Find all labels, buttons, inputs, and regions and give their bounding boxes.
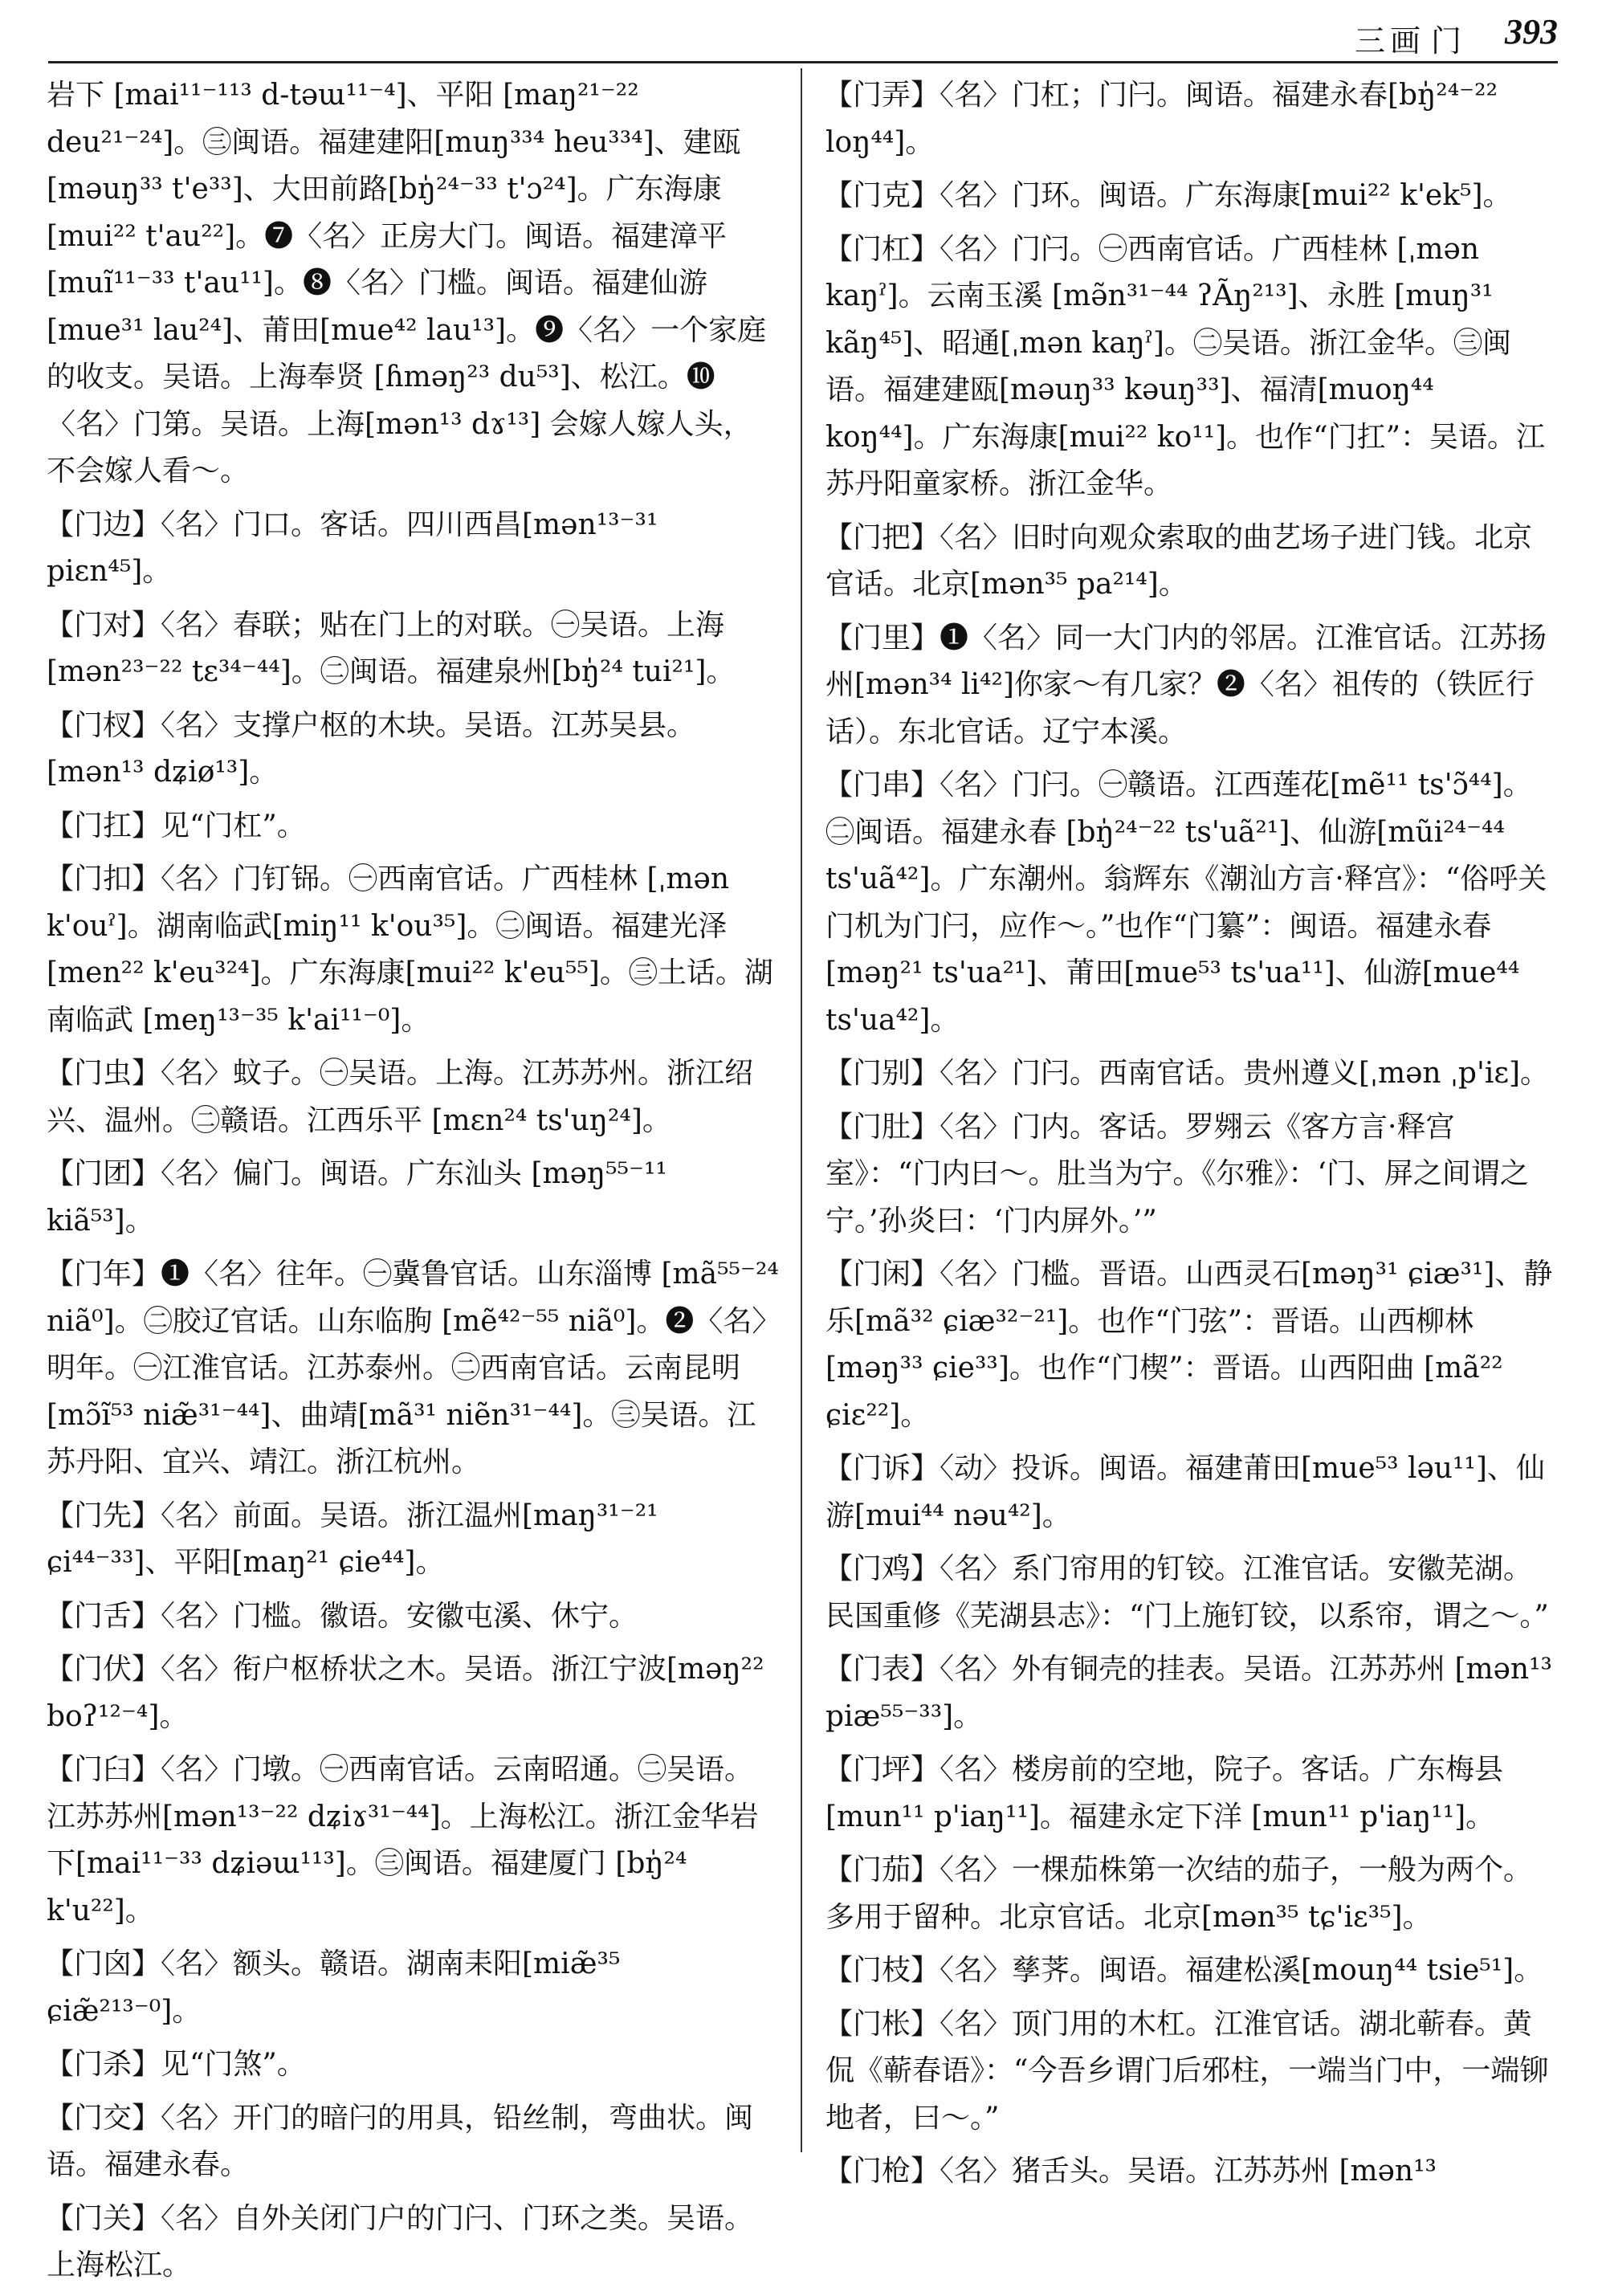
entry-menzhi: 【门枝】〈名〉孳荠。闽语。福建松溪[mouŋ⁴⁴ tsie⁵¹]。 [824, 1954, 1543, 1987]
running-head-char: 门 [1430, 23, 1461, 59]
page-number: 393 [1505, 12, 1558, 51]
entry-menji: 【门鸡】〈名〉系门帘用的钉铰。江淮官话。安徽芜湖。民国重修《芜湖县志》：“门上施钉铰，以系帘，谓之～。” [824, 1552, 1549, 1633]
left-column [47, 72, 779, 2296]
column-divider [801, 68, 802, 2152]
entry-menping: 【门坪】〈名〉楼房前的空地，院子。客话。广东梅县[mun¹¹ p'iaŋ¹¹]。福建永定下洋 [mun¹¹ p'iaŋ¹¹]。 [824, 1753, 1504, 1833]
entry-mentuan: 【门团】〈名〉偏门。闽语。广东汕头 [məŋ⁵⁵⁻¹¹ kiã⁵³]。 [45, 1157, 667, 1238]
entry-menba: 【门把】〈名〉旧时向观众索取的曲艺场子进门钱。北京官话。北京[mən³⁵ pa²¹⁴]。 [824, 520, 1533, 601]
entry-menxin: 【门囟】〈名〉额头。赣语。湖南耒阳[miæ̃³⁵ ɕiæ̃²¹³⁻⁰]。 [45, 1947, 621, 2028]
entry-mennian: 【门年】❶〈名〉往年。㊀冀鲁官话。山东淄博 [mã⁵⁵⁻²⁴ niã⁰]。㊁胶辽官话。山东临朐 [mẽ⁴²⁻⁵⁵ niã⁰]。❷〈名〉明年。㊀江淮官话。江苏泰州。㊁西南官话。云南昆明[mɔ̃ĩ⁵³ niæ̃³¹⁻⁴⁴]、曲靖[mã³¹ niẽn³¹⁻⁴⁴]。㊂吴语。江苏丹阳、宜兴、靖江。浙江杭州。 [45, 1258, 779, 1478]
entry-menkou: 【门扣】〈名〉门钉铞。㊀西南官话。广西桂林 [ˌmən k'ouˀ]。湖南临武[miŋ¹¹ k'ou³⁵]。㊁闽语。福建光泽[men²² k'eu³²⁴]。广东海康[mui²² k'eu⁵⁵]。㊂土话。湖南临武 [meŋ¹³⁻³⁵ k'ai¹¹⁻⁰]。 [45, 863, 773, 1037]
section-label: 三画 [1354, 23, 1425, 59]
entry-mencha: 【门杈】〈名〉支撑户枢的木块。吴语。江苏吴县。[mən¹³ dʑiø¹³]。 [45, 708, 696, 789]
entry-mendui: 【门对】〈名〉春联；贴在门上的对联。㊀吴语。上海[mən²³⁻²² tɛ³⁴⁻⁴⁴]。㊁闽语。福建泉州[bŋ̍²⁴ tui²¹]。 [45, 608, 736, 688]
entry-menxian2: 【门闲】〈名〉门槛。晋语。山西灵石[məŋ³¹ ɕiæ³¹]、静乐[mã³² ɕiæ³²⁻²¹]。也作“门弦”：晋语。山西柳林[məŋ³³ ɕie³³]。也作“门楔”：晋语。山西阳曲 [mã²² ɕiɛ²²]。 [824, 1258, 1553, 1432]
entry-mengang: 【门杠】〈名〉门闩。㊀西南官话。广西桂林 [ˌmən kaŋˀ]。云南玉溪 [mə̃n³¹⁻⁴⁴ ʔÃŋ²¹³]、永胜 [muŋ³¹ kãŋ⁴⁵]、昭通[ˌmən kaŋˀ]。㊁吴语。浙江金华。㊂闽语。福建建瓯[məuŋ³³ kəuŋ³³]、福清[muoŋ⁴⁴ koŋ⁴⁴]。广东海康[mui²² ko¹¹]。也作“门扛”：吴语。江苏丹阳童家桥。浙江金华。 [824, 232, 1545, 500]
entry-menqie: 【门茄】〈名〉一棵茄株第一次结的茄子，一般为两个。多用于留种。北京官话。北京[mən³⁵ tɕ'iɛ³⁵]。 [824, 1854, 1533, 1934]
entry-mensha: 【门杀】见“门煞”。 [45, 2048, 306, 2081]
entry-menkang-see: 【门扛】见“门杠”。 [45, 809, 306, 842]
entry-menqiang: 【门枪】〈名〉猪舌头。吴语。江苏苏州 [mən¹³ [824, 2155, 1437, 2188]
entry-menli: 【门里】❶〈名〉同一大门内的邻居。江淮官话。江苏扬州[mən³⁴ li⁴²]你家～有几家？❷〈名〉祖传的（铁匠行话）。东北官话。辽宁本溪。 [824, 621, 1547, 748]
page-header [48, 0, 1558, 59]
right-column [825, 72, 1558, 2202]
entry-menjiu: 【门臼】〈名〉门墩。㊀西南官话。云南昭通。㊁吴语。江苏苏州[mən¹³⁻²² dʑiɤ³¹⁻⁴⁴]。上海松江。浙江金华岩下[mai¹¹⁻³³ dʑiəɯ¹¹³]。㊂闽语。福建厦门 [bŋ̍²⁴ k'u²²]。 [45, 1753, 759, 1927]
entry-menlong: 【门弄】〈名〉门杠；门闩。闽语。福建永春[bŋ̍²⁴⁻²² loŋ⁴⁴]。 [824, 79, 1498, 159]
entry-mensu: 【门诉】〈动〉投诉。闽语。福建莆田[mue⁵³ ləu¹¹]、仙游[mui⁴⁴ nəu⁴²]。 [824, 1452, 1545, 1532]
entry-menjiao: 【门交】〈名〉开门的暗闩的用具，铅丝制，弯曲状。闽语。福建永春。 [45, 2101, 754, 2181]
entry-menchuan: 【门串】〈名〉门闩。㊀赣语。江西莲花[mẽ¹¹ ts'ɔ̃⁴⁴]。㊁闽语。福建永春 [bŋ̍²⁴⁻²² ts'uã²¹]、仙游[mũi²⁴⁻⁴⁴ ts'uã⁴²]。广东潮州。翁辉东《潮汕方言·释宫》：“俗呼关门机为门闩，应作～。”也作“门纂”：闽语。福建永春 [məŋ²¹ ts'ua²¹]、莆田[mue⁵³ ts'ua¹¹]、仙游[mue⁴⁴ ts'ua⁴²]。 [824, 769, 1547, 1037]
entry-menzhang: 【门枨】〈名〉顶门用的木杠。江淮官话。湖北蕲春。黄侃《蕲春语》：“今吾乡谓门后邪柱，一端当门中，一端铆地者，曰～。” [824, 2007, 1549, 2135]
entry-menbiao: 【门表】〈名〉外有铜壳的挂表。吴语。江苏苏州 [mən¹³ piæ⁵⁵⁻³³]。 [824, 1653, 1552, 1733]
entry-menchong: 【门虫】〈名〉蚊子。㊀吴语。上海。江苏苏州。浙江绍兴、温州。㊁赣语。江西乐平 [mɛn²⁴ ts'uŋ²⁴]。 [45, 1057, 754, 1137]
entry-menguan: 【门关】〈名〉自外关闭门户的门闩、门环之类。吴语。上海松江。 [45, 2201, 754, 2282]
entry-menxian: 【门先】〈名〉前面。吴语。浙江温州[maŋ³¹⁻²¹ ɕi⁴⁴⁻³³]、平阳[maŋ²¹ ɕie⁴⁴]。 [45, 1499, 658, 1579]
entry-mendu: 【门肚】〈名〉门内。客话。罗翙云《客方言·释宫室》：“门内曰～。肚当为宁。《尔雅》：‘门、屏之间谓之宁。’孙炎曰：‘门内屏外。’” [824, 1110, 1529, 1238]
entry-menbian: 【门边】〈名〉门口。客话。四川西昌[mən¹³⁻³¹ piɛn⁴⁵]。 [45, 508, 658, 588]
entry-menfu: 【门伏】〈名〉衔户枢桥状之木。吴语。浙江宁波[məŋ²² boʔ¹²⁻⁴]。 [45, 1653, 764, 1733]
entry-continuation: 岩下 [mai¹¹⁻¹¹³ d-təɯ¹¹⁻⁴]、平阳 [maŋ²¹⁻²² deu²¹⁻²⁴]。㊂闽语。福建建阳[muŋ³³⁴ heu³³⁴]、建瓯[məuŋ³³ t'e³³]、大田前路[bŋ̍²⁴⁻³³ t'ɔ²⁴]。广东海康[mui²² t'au²²]。❼〈名〉正房大门。闽语。福建漳平[muĩ¹¹⁻³³ t'au¹¹]。❽〈名〉门槛。闽语。福建仙游[mue³¹ lau²⁴]、莆田[mue⁴² lau¹³]。❾〈名〉一个家庭的收支。吴语。上海奉贤 [ɦməŋ²³ du⁵³]、松江。❿〈名〉门第。吴语。上海[mən¹³ dɤ¹³] 会嫁人嫁人头，不会嫁人看～。 [47, 79, 767, 487]
entry-menshe: 【门舌】〈名〉门槛。徽语。安徽屯溪、休宁。 [45, 1599, 638, 1633]
entry-menke: 【门克】〈名〉门环。闽语。广东海康[mui²² k'ek⁵]。 [824, 179, 1512, 212]
entry-menbie: 【门别】〈名〉门闩。西南官话。贵州遵义[ˌmən ˌp'iɛ]。 [824, 1057, 1550, 1090]
header-rule [48, 61, 1558, 63]
